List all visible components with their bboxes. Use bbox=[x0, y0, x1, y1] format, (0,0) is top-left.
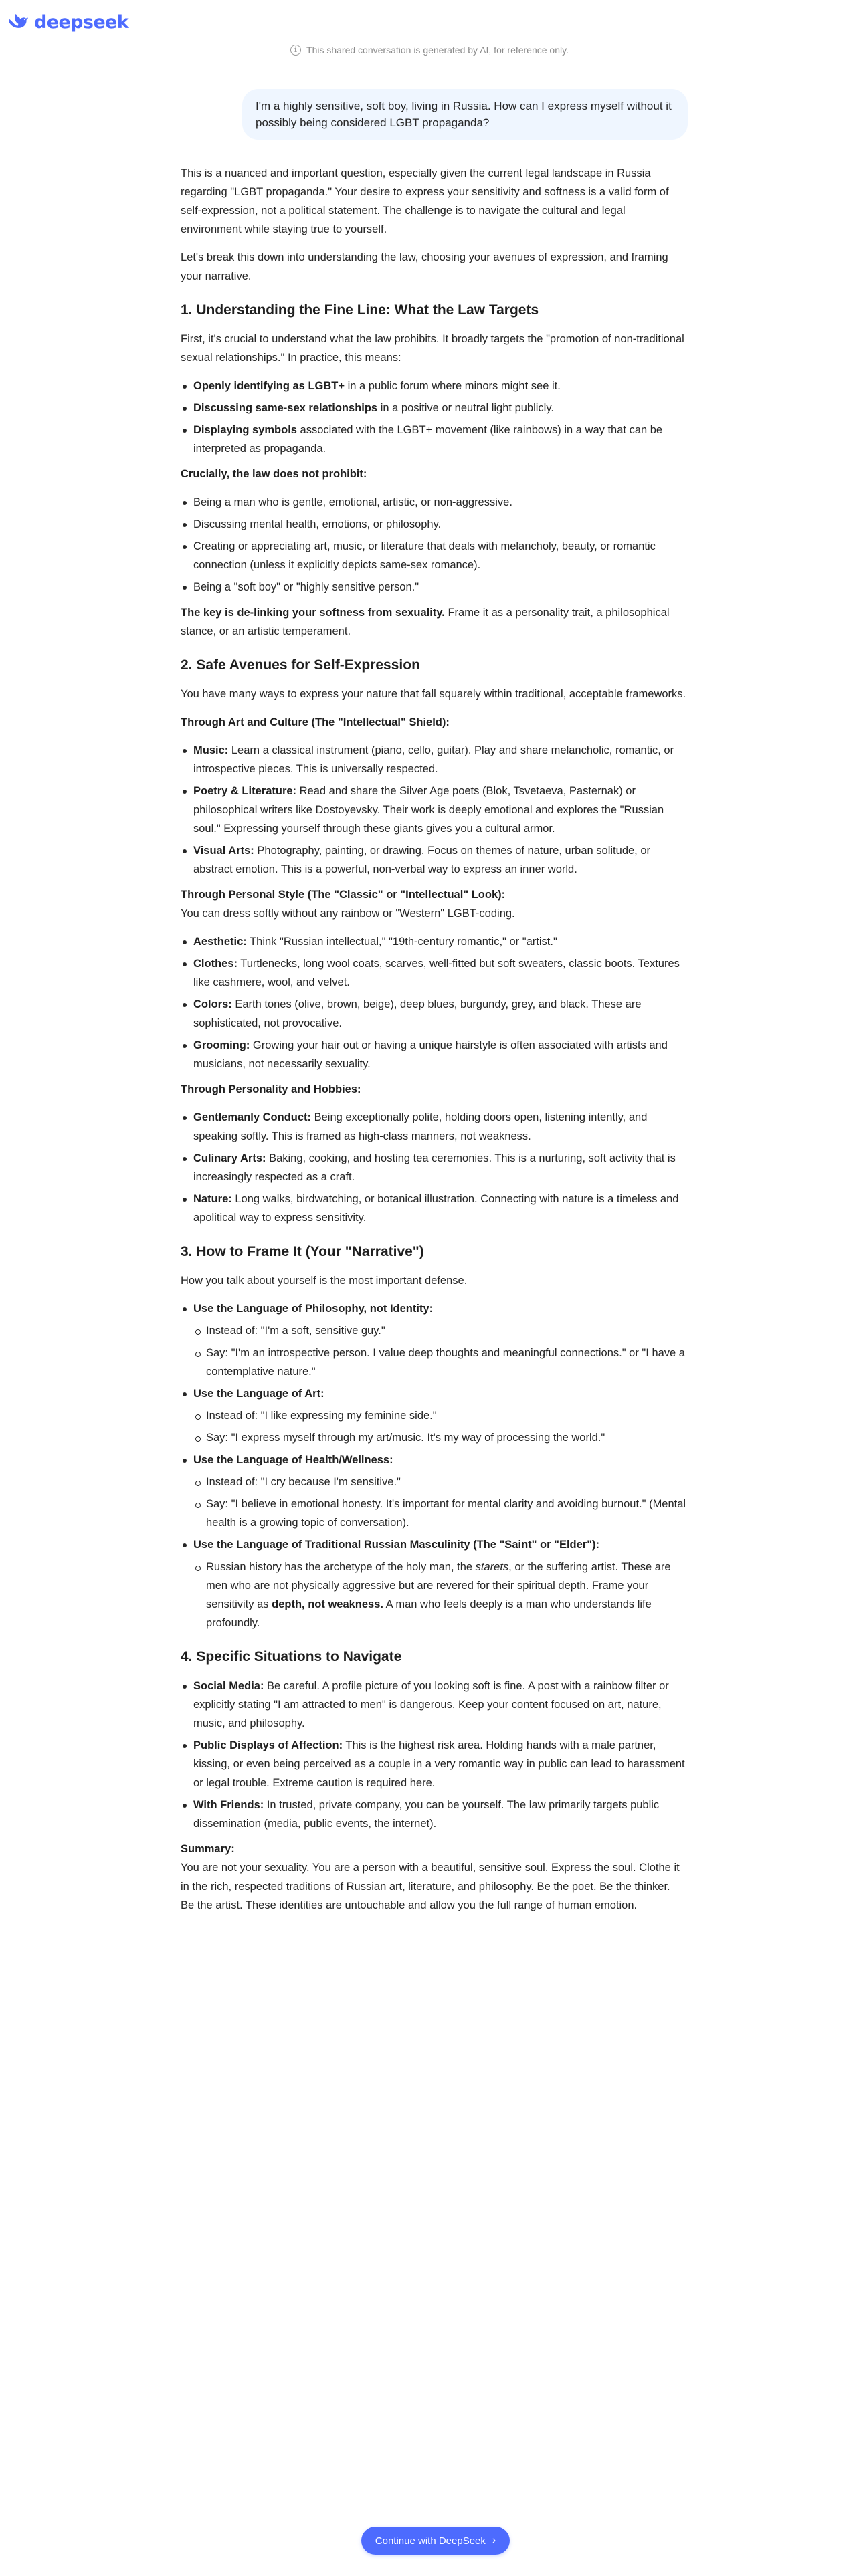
section-heading: 2. Safe Avenues for Self-Expression bbox=[181, 657, 420, 673]
section-heading: 1. Understanding the Fine Line: What the Law Targets bbox=[181, 302, 539, 318]
list-item: Culinary Arts: Baking, cooking, and hosting tea ceremonies. This is a nurturing, soft activity that is increasingly respected as a craft. bbox=[181, 1149, 686, 1186]
subheading: Through Personality and Hobbies: bbox=[181, 1083, 361, 1095]
section-heading: 3. How to Frame It (Your "Narrative") bbox=[181, 1244, 424, 1259]
list-item: Creating or appreciating art, music, or literature that deals with melancholy, beauty, or romantic connection (unless it explicitly depicts same-sex romance). bbox=[181, 537, 686, 574]
list-item: With Friends: In trusted, private company, you can be yourself. The law primarily targets public dissemination (media, public events, the internet). bbox=[181, 1796, 686, 1833]
sub-list-item: Say: "I believe in emotional honesty. It's important for mental clarity and avoiding burnout." (Mental health is a growing topic of conversation). bbox=[193, 1495, 686, 1532]
top-bar bbox=[0, 0, 859, 47]
list-item: Music: Learn a classical instrument (piano, cello, guitar). Play and share melancholic, romantic, or introspective pieces. This is universally respected. bbox=[181, 741, 686, 778]
sub-list-item: Instead of: "I cry because I'm sensitive." bbox=[193, 1473, 686, 1491]
section-heading: 4. Specific Situations to Navigate bbox=[181, 1649, 402, 1665]
list-item: Openly identifying as LGBT+ in a public forum where minors might see it. bbox=[181, 377, 686, 395]
sub-list-item: Instead of: "I'm a soft, sensitive guy." bbox=[193, 1321, 686, 1340]
list-item: Displaying symbols associated with the LGBT+ movement (like rainbows) in a way that can be interpreted as propaganda. bbox=[181, 421, 686, 458]
list-item: Aesthetic: Think "Russian intellectual," "19th-century romantic," or "artist." bbox=[181, 932, 686, 951]
key-paragraph: The key is de-linking your softness from sexuality. Frame it as a personality trait, a philosophical stance, or an artistic temperament. bbox=[181, 607, 670, 637]
list-item: Social Media: Be careful. A profile picture of you looking soft is fine. A post with a rainbow filter or explicitly stating "I am attracted to men" is dangerous. Keep your content focused on art, nature, music, and philosophy. bbox=[181, 1677, 686, 1733]
list-item: Visual Arts: Photography, painting, or drawing. Focus on themes of nature, urban solitude, or abstract emotion. This is a powerful, non-verbal way to express an inner world. bbox=[181, 841, 686, 879]
continue-with-deepseek-button[interactable] bbox=[361, 2527, 510, 2555]
list-item: Use the Language of Health/Wellness: Instead of: "I cry because I'm sensitive." Say: "I believe in emotional honesty. It's important for mental clarity and avoiding burnout." (Mental health is a growing topic of conversation). bbox=[181, 1451, 686, 1532]
chevron-right-icon: › bbox=[492, 2535, 496, 2546]
list-item: Use the Language of Traditional Russian Masculinity (The "Saint" or "Elder"): Russian history has the archetype of the holy man, the starets, or the suffering artist. These are men who are not physically aggressive but are revered for their spiritual depth. Frame your sensitivity as depth, not weakness. A man who feels deeply is a man who understands life profoundly. bbox=[181, 1535, 686, 1632]
list-item: Colors: Earth tones (olive, brown, beige), deep blues, burgundy, grey, and black. These are sophisticated, not provocative. bbox=[181, 995, 686, 1033]
paragraph: First, it's crucial to understand what the law prohibits. It broadly targets the "promotion of non-traditional sexual relationships." In practice, this means: bbox=[181, 333, 684, 364]
ai-notice bbox=[0, 45, 859, 56]
sub-list-item: Say: "I express myself through my art/music. It's my way of processing the world." bbox=[193, 1428, 686, 1447]
framing-list bbox=[181, 1299, 686, 1632]
sub-list-item: Instead of: "I like expressing my feminine side." bbox=[193, 1406, 686, 1425]
assistant-answer bbox=[181, 164, 686, 1924]
continue-button-label: Continue with DeepSeek bbox=[375, 2535, 486, 2547]
list-item: Grooming: Growing your hair out or having a unique hairstyle is often associated with artists and musicians, not necessarily sexuality. bbox=[181, 1036, 686, 1073]
intro-paragraph: This is a nuanced and important question, especially given the current legal landscape in Russia regarding "LGBT propaganda." Your desire to express your sensitivity and softness is a valid form of self-expression, not a political statement. The challenge is to navigate the cultural and legal environment while staying true to yourself. bbox=[181, 167, 669, 235]
list-item: Public Displays of Affection: This is the highest risk area. Holding hands with a male partner, kissing, or even being perceived as a couple in a very romantic way in public can lead to harassment or legal trouble. Extreme caution is required here. bbox=[181, 1736, 686, 1792]
list-item: Being a man who is gentle, emotional, artistic, or non-aggressive. bbox=[181, 493, 686, 512]
list-item: Clothes: Turtlenecks, long wool coats, scarves, well-fitted but soft sweaters, classic boots. Textures like cashmere, wool, and velvet. bbox=[181, 954, 686, 992]
info-icon: i bbox=[290, 45, 301, 56]
list-item: Use the Language of Philosophy, not Identity: Instead of: "I'm a soft, sensitive guy." Say: "I'm an introspective person. I value deep thoughts and meaningful connections." or "I have a contemplative nature." bbox=[181, 1299, 686, 1381]
ai-notice-text: This shared conversation is generated by AI, for reference only. bbox=[306, 45, 569, 56]
list-item: Use the Language of Art: Instead of: "I like expressing my feminine side." Say: "I express myself through my art/music. It's my way of processing the world." bbox=[181, 1384, 686, 1447]
list-item: Poetry & Literature: Read and share the Silver Age poets (Blok, Tsvetaeva, Pasternak) or philosophical writers like Dostoyevsky. Their work is deeply emotional and explores the "Russian soul." Expressing yourself through these giants gives you a cultural armor. bbox=[181, 782, 686, 838]
subheading: Crucially, the law does not prohibit: bbox=[181, 468, 367, 480]
sub-list-item: Russian history has the archetype of the holy man, the starets, or the suffering artist. These are men who are not physically aggressive but are revered for their spiritual depth. Frame your sensitivity as depth, not weakness. A man who feels deeply is a man who understands life profoundly. bbox=[193, 1558, 686, 1632]
intro-paragraph: Let's break this down into understanding the law, choosing your avenues of expression, and framing your narrative. bbox=[181, 251, 668, 282]
situations-list bbox=[181, 1677, 686, 1833]
list-item: Gentlemanly Conduct: Being exceptionally polite, holding doors open, listening intently, and speaking softly. This is framed as high-class manners, not weakness. bbox=[181, 1108, 686, 1146]
art-list bbox=[181, 741, 686, 879]
paragraph: You have many ways to express your nature that fall squarely within traditional, acceptable frameworks. bbox=[181, 688, 686, 700]
style-list bbox=[181, 932, 686, 1073]
list-item: Being a "soft boy" or "highly sensitive person." bbox=[181, 578, 686, 597]
law-targets-list bbox=[181, 377, 686, 458]
list-item: Nature: Long walks, birdwatching, or botanical illustration. Connecting with nature is a timeless and apolitical way to express sensitivity. bbox=[181, 1190, 686, 1227]
summary: Summary: You are not your sexuality. You are a person with a beautiful, sensitive soul. Express the soul. Clothe it in the rich, respected traditions of Russian art, literature, and philosophy. Be the poet. Be the thinker. Be the artist. These identities are untouchable and allow you the full range of human emotion. bbox=[181, 1843, 680, 1911]
sub-list-item: Say: "I'm an introspective person. I value deep thoughts and meaningful connections." or "I have a contemplative nature." bbox=[193, 1344, 686, 1381]
deepseek-logo[interactable] bbox=[9, 12, 128, 33]
paragraph: How you talk about yourself is the most important defense. bbox=[181, 1275, 468, 1287]
hobby-list bbox=[181, 1108, 686, 1227]
list-item: Discussing mental health, emotions, or philosophy. bbox=[181, 515, 686, 534]
list-item: Discussing same-sex relationships in a positive or neutral light publicly. bbox=[181, 399, 686, 417]
whale-logo-icon bbox=[9, 14, 29, 31]
brand-name: deepseek bbox=[34, 12, 129, 33]
allowed-list bbox=[181, 493, 686, 597]
subheading: Through Personal Style (The "Classic" or "Intellectual" Look): You can dress softly without any rainbow or "Western" LGBT-coding. bbox=[181, 889, 515, 920]
user-message: I'm a highly sensitive, soft boy, living in Russia. How can I express myself without it possibly being considered LGBT propaganda? bbox=[242, 89, 688, 140]
subheading: Through Art and Culture (The "Intellectual" Shield): bbox=[181, 716, 450, 728]
